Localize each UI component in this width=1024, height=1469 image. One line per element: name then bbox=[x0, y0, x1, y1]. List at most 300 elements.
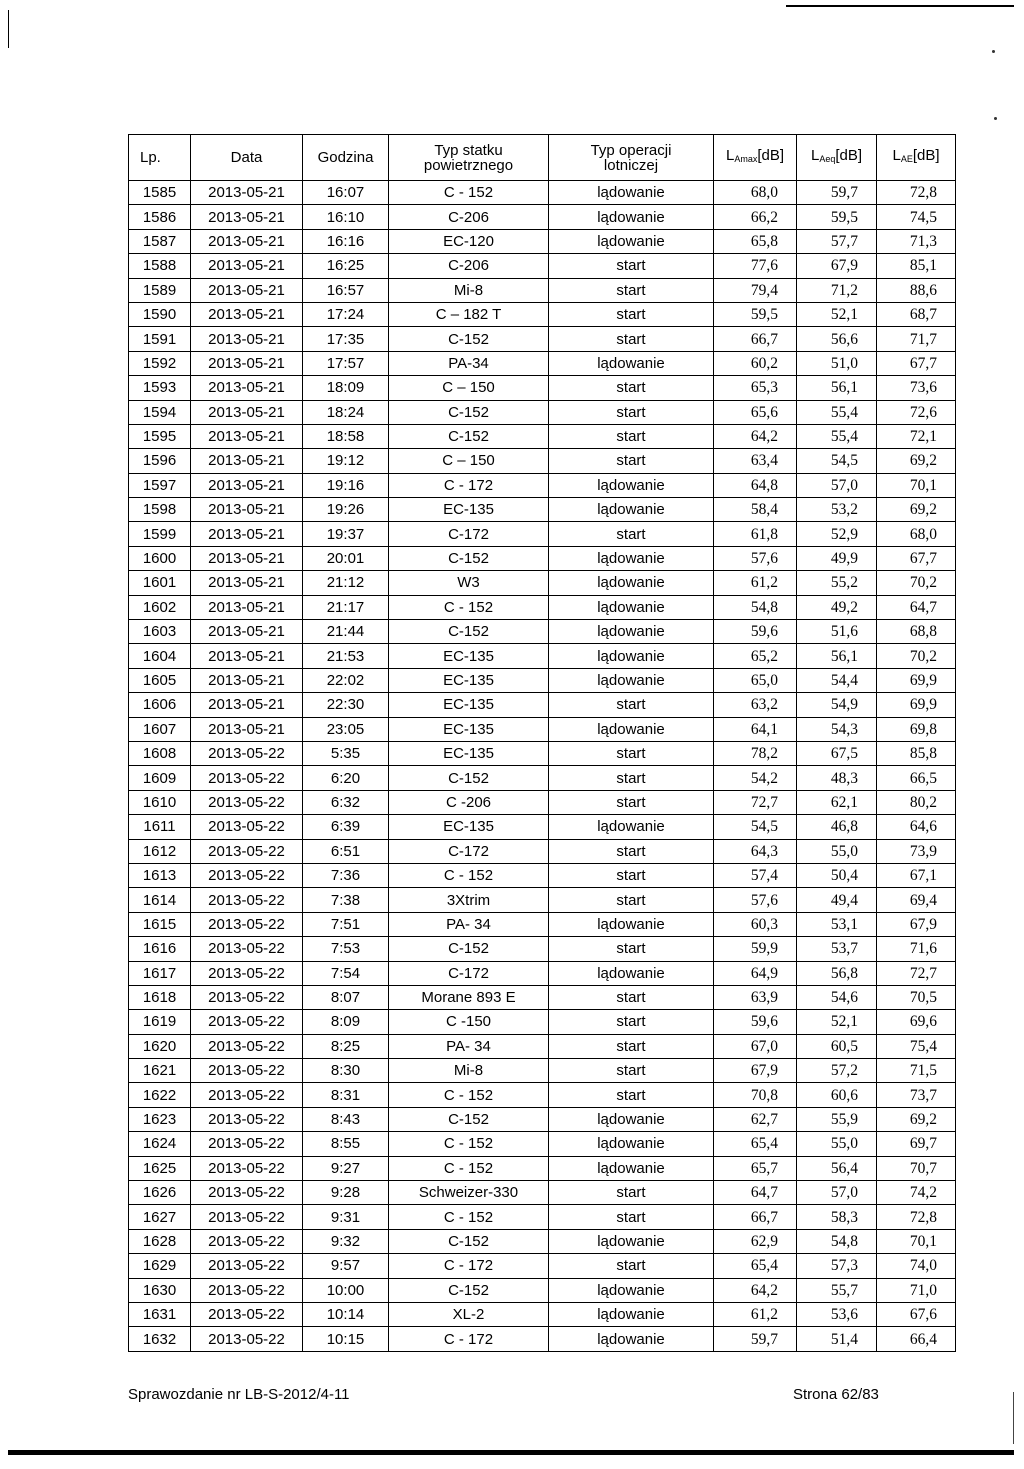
cell-data: 2013-05-22 bbox=[191, 1083, 303, 1107]
cell-godzina: 8:25 bbox=[303, 1034, 389, 1058]
cell-lp: 1616 bbox=[129, 937, 191, 961]
cell-lae: 72,8 bbox=[877, 1205, 956, 1229]
table-row bbox=[129, 644, 956, 668]
cell-data: 2013-05-22 bbox=[191, 839, 303, 863]
header-typ-operacji-line1: Typ operacji bbox=[590, 141, 672, 159]
cell-typ-statku: Morane 893 E bbox=[389, 985, 549, 1009]
cell-lp: 1631 bbox=[129, 1302, 191, 1326]
table-row bbox=[129, 1278, 956, 1302]
footer-page-number: Strona 62/83 bbox=[793, 1386, 879, 1403]
cell-lamax: 77,6 bbox=[714, 254, 797, 278]
cell-typ-statku: C-152 bbox=[389, 937, 549, 961]
table-row bbox=[129, 1205, 956, 1229]
cell-godzina: 16:10 bbox=[303, 205, 389, 229]
cell-typ-operacji: lądowanie bbox=[549, 571, 714, 595]
header-typ-statku bbox=[389, 135, 549, 181]
cell-data: 2013-05-21 bbox=[191, 449, 303, 473]
header-lamax-unit: [dB] bbox=[757, 147, 785, 164]
cell-typ-operacji: start bbox=[549, 741, 714, 765]
cell-godzina: 17:35 bbox=[303, 327, 389, 351]
cell-laeq: 55,4 bbox=[797, 424, 877, 448]
header-data: Data bbox=[191, 135, 303, 181]
cell-lae: 69,7 bbox=[877, 1132, 956, 1156]
cell-lp: 1625 bbox=[129, 1156, 191, 1180]
cell-lp: 1621 bbox=[129, 1059, 191, 1083]
cell-typ-statku: C -150 bbox=[389, 1010, 549, 1034]
cell-lp: 1591 bbox=[129, 327, 191, 351]
cell-lamax: 65,4 bbox=[714, 1254, 797, 1278]
cell-laeq: 60,6 bbox=[797, 1083, 877, 1107]
table-row bbox=[129, 815, 956, 839]
cell-godzina: 18:09 bbox=[303, 376, 389, 400]
cell-lae: 71,5 bbox=[877, 1059, 956, 1083]
cell-typ-operacji: lądowanie bbox=[549, 1156, 714, 1180]
cell-data: 2013-05-21 bbox=[191, 424, 303, 448]
table-row bbox=[129, 546, 956, 570]
cell-data: 2013-05-21 bbox=[191, 546, 303, 570]
cell-godzina: 16:25 bbox=[303, 254, 389, 278]
cell-laeq: 58,3 bbox=[797, 1205, 877, 1229]
cell-godzina: 6:20 bbox=[303, 766, 389, 790]
cell-typ-statku: EC-135 bbox=[389, 717, 549, 741]
cell-typ-operacji: start bbox=[549, 449, 714, 473]
table-row bbox=[129, 254, 956, 278]
cell-godzina: 19:12 bbox=[303, 449, 389, 473]
header-lp: Lp. bbox=[129, 135, 191, 181]
cell-godzina: 10:14 bbox=[303, 1302, 389, 1326]
cell-godzina: 7:53 bbox=[303, 937, 389, 961]
cell-data: 2013-05-21 bbox=[191, 473, 303, 497]
cell-lamax: 57,6 bbox=[714, 546, 797, 570]
cell-lp: 1587 bbox=[129, 229, 191, 253]
table-row bbox=[129, 1229, 956, 1253]
cell-typ-statku: EC-135 bbox=[389, 498, 549, 522]
cell-laeq: 54,5 bbox=[797, 449, 877, 473]
cell-laeq: 59,5 bbox=[797, 205, 877, 229]
cell-lae: 71,0 bbox=[877, 1278, 956, 1302]
cell-data: 2013-05-22 bbox=[191, 766, 303, 790]
cell-lamax: 65,6 bbox=[714, 400, 797, 424]
cell-typ-operacji: lądowanie bbox=[549, 351, 714, 375]
table-row bbox=[129, 571, 956, 595]
cell-lamax: 70,8 bbox=[714, 1083, 797, 1107]
cell-godzina: 6:39 bbox=[303, 815, 389, 839]
cell-lae: 70,1 bbox=[877, 473, 956, 497]
cell-lamax: 62,7 bbox=[714, 1107, 797, 1131]
cell-lae: 70,1 bbox=[877, 1229, 956, 1253]
cell-typ-statku: EC-135 bbox=[389, 741, 549, 765]
cell-typ-statku: PA- 34 bbox=[389, 1034, 549, 1058]
cell-godzina: 7:38 bbox=[303, 888, 389, 912]
table-row bbox=[129, 1059, 956, 1083]
table-row bbox=[129, 693, 956, 717]
cell-lae: 72,6 bbox=[877, 400, 956, 424]
cell-lp: 1590 bbox=[129, 302, 191, 326]
cell-typ-statku: C – 150 bbox=[389, 449, 549, 473]
cell-data: 2013-05-21 bbox=[191, 376, 303, 400]
cell-lp: 1623 bbox=[129, 1107, 191, 1131]
cell-typ-operacji: lądowanie bbox=[549, 1132, 714, 1156]
cell-typ-operacji: lądowanie bbox=[549, 815, 714, 839]
cell-lae: 71,6 bbox=[877, 937, 956, 961]
cell-typ-statku: C-152 bbox=[389, 424, 549, 448]
cell-data: 2013-05-22 bbox=[191, 1205, 303, 1229]
cell-typ-operacji: lądowanie bbox=[549, 912, 714, 936]
cell-godzina: 16:57 bbox=[303, 278, 389, 302]
cell-laeq: 54,9 bbox=[797, 693, 877, 717]
cell-lp: 1610 bbox=[129, 790, 191, 814]
scan-speck bbox=[992, 50, 995, 53]
header-lae bbox=[877, 135, 956, 181]
table-row bbox=[129, 863, 956, 887]
cell-lp: 1611 bbox=[129, 815, 191, 839]
cell-lp: 1607 bbox=[129, 717, 191, 741]
table-row bbox=[129, 1327, 956, 1351]
header-typ-operacji-line2: lotniczej bbox=[603, 156, 659, 174]
cell-laeq: 50,4 bbox=[797, 863, 877, 887]
cell-data: 2013-05-21 bbox=[191, 522, 303, 546]
cell-lp: 1597 bbox=[129, 473, 191, 497]
header-laeq-subscript: Aeq bbox=[819, 154, 836, 164]
cell-lamax: 67,0 bbox=[714, 1034, 797, 1058]
cell-typ-operacji: start bbox=[549, 376, 714, 400]
cell-data: 2013-05-21 bbox=[191, 571, 303, 595]
cell-lp: 1605 bbox=[129, 668, 191, 692]
cell-lae: 70,5 bbox=[877, 985, 956, 1009]
cell-godzina: 22:02 bbox=[303, 668, 389, 692]
table-row bbox=[129, 620, 956, 644]
cell-laeq: 53,2 bbox=[797, 498, 877, 522]
cell-lp: 1606 bbox=[129, 693, 191, 717]
cell-typ-statku: C - 152 bbox=[389, 181, 549, 205]
cell-typ-statku: C-206 bbox=[389, 205, 549, 229]
cell-lp: 1609 bbox=[129, 766, 191, 790]
cell-typ-statku: C - 152 bbox=[389, 1156, 549, 1180]
cell-data: 2013-05-21 bbox=[191, 327, 303, 351]
cell-data: 2013-05-21 bbox=[191, 693, 303, 717]
cell-godzina: 21:44 bbox=[303, 620, 389, 644]
cell-lamax: 59,6 bbox=[714, 620, 797, 644]
cell-typ-statku: C - 172 bbox=[389, 1327, 549, 1351]
cell-lamax: 66,7 bbox=[714, 327, 797, 351]
cell-lae: 73,7 bbox=[877, 1083, 956, 1107]
cell-lamax: 65,4 bbox=[714, 1132, 797, 1156]
top-scan-rule bbox=[786, 5, 1014, 7]
cell-godzina: 8:07 bbox=[303, 985, 389, 1009]
table-row bbox=[129, 351, 956, 375]
cell-lp: 1627 bbox=[129, 1205, 191, 1229]
cell-data: 2013-05-21 bbox=[191, 302, 303, 326]
cell-typ-operacji: start bbox=[549, 302, 714, 326]
cell-godzina: 8:55 bbox=[303, 1132, 389, 1156]
cell-lp: 1596 bbox=[129, 449, 191, 473]
table-row bbox=[129, 717, 956, 741]
cell-lae: 67,7 bbox=[877, 546, 956, 570]
header-lamax-subscript: Amax bbox=[734, 154, 758, 164]
cell-lae: 69,9 bbox=[877, 668, 956, 692]
cell-lae: 70,7 bbox=[877, 1156, 956, 1180]
cell-laeq: 56,6 bbox=[797, 327, 877, 351]
cell-godzina: 8:43 bbox=[303, 1107, 389, 1131]
cell-lamax: 68,0 bbox=[714, 181, 797, 205]
table-row bbox=[129, 1156, 956, 1180]
cell-lp: 1630 bbox=[129, 1278, 191, 1302]
cell-lae: 69,2 bbox=[877, 449, 956, 473]
cell-typ-operacji: start bbox=[549, 693, 714, 717]
cell-laeq: 55,4 bbox=[797, 400, 877, 424]
cell-typ-statku: C-152 bbox=[389, 766, 549, 790]
cell-typ-statku: Schweizer-330 bbox=[389, 1181, 549, 1205]
table-row bbox=[129, 1302, 956, 1326]
cell-lae: 73,6 bbox=[877, 376, 956, 400]
cell-lp: 1628 bbox=[129, 1229, 191, 1253]
cell-lae: 72,8 bbox=[877, 181, 956, 205]
cell-data: 2013-05-22 bbox=[191, 1034, 303, 1058]
cell-typ-statku: C-152 bbox=[389, 327, 549, 351]
cell-lp: 1615 bbox=[129, 912, 191, 936]
cell-laeq: 51,4 bbox=[797, 1327, 877, 1351]
table-row bbox=[129, 1181, 956, 1205]
cell-typ-operacji: start bbox=[549, 1254, 714, 1278]
cell-lae: 68,7 bbox=[877, 302, 956, 326]
cell-lamax: 61,2 bbox=[714, 571, 797, 595]
cell-godzina: 9:28 bbox=[303, 1181, 389, 1205]
cell-godzina: 10:15 bbox=[303, 1327, 389, 1351]
cell-typ-statku: Mi-8 bbox=[389, 278, 549, 302]
cell-lae: 80,2 bbox=[877, 790, 956, 814]
cell-laeq: 60,5 bbox=[797, 1034, 877, 1058]
cell-typ-statku: XL-2 bbox=[389, 1302, 549, 1326]
cell-laeq: 53,1 bbox=[797, 912, 877, 936]
cell-data: 2013-05-21 bbox=[191, 229, 303, 253]
cell-typ-statku: C-152 bbox=[389, 400, 549, 424]
cell-lamax: 64,9 bbox=[714, 961, 797, 985]
cell-typ-operacji: start bbox=[549, 1205, 714, 1229]
cell-data: 2013-05-22 bbox=[191, 1327, 303, 1351]
cell-godzina: 19:37 bbox=[303, 522, 389, 546]
table-row bbox=[129, 498, 956, 522]
table-row bbox=[129, 985, 956, 1009]
cell-typ-operacji: start bbox=[549, 1034, 714, 1058]
cell-godzina: 23:05 bbox=[303, 717, 389, 741]
cell-lamax: 67,9 bbox=[714, 1059, 797, 1083]
cell-lamax: 64,3 bbox=[714, 839, 797, 863]
table-row bbox=[129, 181, 956, 205]
cell-laeq: 57,2 bbox=[797, 1059, 877, 1083]
table-row bbox=[129, 205, 956, 229]
table-body bbox=[129, 181, 956, 1352]
cell-lae: 67,9 bbox=[877, 912, 956, 936]
cell-typ-operacji: lądowanie bbox=[549, 229, 714, 253]
cell-typ-operacji: lądowanie bbox=[549, 1278, 714, 1302]
cell-godzina: 19:26 bbox=[303, 498, 389, 522]
cell-laeq: 53,7 bbox=[797, 937, 877, 961]
cell-laeq: 53,6 bbox=[797, 1302, 877, 1326]
header-typ-statku-line2: powietrznego bbox=[423, 156, 514, 174]
cell-data: 2013-05-22 bbox=[191, 1278, 303, 1302]
table-row bbox=[129, 1083, 956, 1107]
cell-lamax: 66,2 bbox=[714, 205, 797, 229]
cell-data: 2013-05-21 bbox=[191, 278, 303, 302]
header-lae-subscript: AE bbox=[900, 154, 913, 164]
cell-godzina: 20:01 bbox=[303, 546, 389, 570]
cell-godzina: 6:32 bbox=[303, 790, 389, 814]
table-row bbox=[129, 839, 956, 863]
cell-lamax: 60,3 bbox=[714, 912, 797, 936]
cell-typ-operacji: start bbox=[549, 766, 714, 790]
footer-report-number: Sprawozdanie nr LB-S-2012/4-11 bbox=[128, 1386, 350, 1403]
cell-lae: 72,1 bbox=[877, 424, 956, 448]
cell-lamax: 65,8 bbox=[714, 229, 797, 253]
cell-lae: 85,8 bbox=[877, 741, 956, 765]
cell-lamax: 59,5 bbox=[714, 302, 797, 326]
table-header-row bbox=[129, 135, 956, 181]
cell-laeq: 56,8 bbox=[797, 961, 877, 985]
cell-lamax: 54,5 bbox=[714, 815, 797, 839]
cell-lp: 1618 bbox=[129, 985, 191, 1009]
cell-godzina: 7:51 bbox=[303, 912, 389, 936]
cell-typ-statku: C-152 bbox=[389, 620, 549, 644]
cell-typ-operacji: lądowanie bbox=[549, 1302, 714, 1326]
cell-data: 2013-05-21 bbox=[191, 205, 303, 229]
cell-laeq: 56,4 bbox=[797, 1156, 877, 1180]
table-row bbox=[129, 1034, 956, 1058]
cell-godzina: 22:30 bbox=[303, 693, 389, 717]
cell-typ-statku: C-152 bbox=[389, 546, 549, 570]
cell-data: 2013-05-21 bbox=[191, 400, 303, 424]
cell-lamax: 72,7 bbox=[714, 790, 797, 814]
table-row bbox=[129, 766, 956, 790]
cell-laeq: 51,0 bbox=[797, 351, 877, 375]
table-row bbox=[129, 424, 956, 448]
cell-typ-statku: Mi-8 bbox=[389, 1059, 549, 1083]
cell-lamax: 65,7 bbox=[714, 1156, 797, 1180]
cell-lae: 70,2 bbox=[877, 571, 956, 595]
cell-data: 2013-05-22 bbox=[191, 1302, 303, 1326]
cell-lp: 1601 bbox=[129, 571, 191, 595]
header-typ-operacji bbox=[549, 135, 714, 181]
cell-lamax: 61,2 bbox=[714, 1302, 797, 1326]
cell-typ-operacji: start bbox=[549, 1181, 714, 1205]
cell-typ-statku: C - 152 bbox=[389, 1132, 549, 1156]
cell-laeq: 59,7 bbox=[797, 181, 877, 205]
cell-laeq: 54,4 bbox=[797, 668, 877, 692]
cell-data: 2013-05-21 bbox=[191, 717, 303, 741]
cell-godzina: 21:12 bbox=[303, 571, 389, 595]
cell-data: 2013-05-22 bbox=[191, 741, 303, 765]
header-lae-symbol: L bbox=[892, 147, 901, 164]
cell-laeq: 55,0 bbox=[797, 839, 877, 863]
cell-laeq: 48,3 bbox=[797, 766, 877, 790]
cell-godzina: 16:16 bbox=[303, 229, 389, 253]
table-row bbox=[129, 302, 956, 326]
cell-godzina: 5:35 bbox=[303, 741, 389, 765]
cell-typ-statku: C - 152 bbox=[389, 1205, 549, 1229]
cell-typ-statku: C-172 bbox=[389, 522, 549, 546]
cell-typ-operacji: start bbox=[549, 1083, 714, 1107]
cell-lamax: 78,2 bbox=[714, 741, 797, 765]
cell-lp: 1598 bbox=[129, 498, 191, 522]
cell-godzina: 9:27 bbox=[303, 1156, 389, 1180]
table-row bbox=[129, 790, 956, 814]
cell-lae: 67,6 bbox=[877, 1302, 956, 1326]
cell-typ-operacji: lądowanie bbox=[549, 595, 714, 619]
cell-lamax: 57,6 bbox=[714, 888, 797, 912]
cell-typ-operacji: start bbox=[549, 400, 714, 424]
table-row bbox=[129, 912, 956, 936]
cell-lamax: 65,2 bbox=[714, 644, 797, 668]
cell-godzina: 17:57 bbox=[303, 351, 389, 375]
cell-laeq: 55,7 bbox=[797, 1278, 877, 1302]
cell-data: 2013-05-22 bbox=[191, 1181, 303, 1205]
cell-data: 2013-05-22 bbox=[191, 863, 303, 887]
header-laeq-symbol: L bbox=[810, 147, 820, 164]
table-row bbox=[129, 522, 956, 546]
header-lae-unit: [dB] bbox=[912, 147, 940, 164]
cell-laeq: 57,0 bbox=[797, 1181, 877, 1205]
cell-typ-statku: C-152 bbox=[389, 1107, 549, 1131]
cell-lae: 71,7 bbox=[877, 327, 956, 351]
cell-typ-operacji: lądowanie bbox=[549, 473, 714, 497]
cell-lamax: 65,0 bbox=[714, 668, 797, 692]
table-row bbox=[129, 595, 956, 619]
cell-lp: 1612 bbox=[129, 839, 191, 863]
cell-laeq: 55,2 bbox=[797, 571, 877, 595]
cell-godzina: 21:53 bbox=[303, 644, 389, 668]
cell-lae: 75,4 bbox=[877, 1034, 956, 1058]
cell-typ-operacji: lądowanie bbox=[549, 717, 714, 741]
cell-typ-statku: C - 172 bbox=[389, 1254, 549, 1278]
cell-typ-statku: W3 bbox=[389, 571, 549, 595]
flight-noise-table bbox=[128, 134, 956, 1352]
cell-lamax: 64,8 bbox=[714, 473, 797, 497]
cell-lp: 1614 bbox=[129, 888, 191, 912]
cell-lae: 74,5 bbox=[877, 205, 956, 229]
cell-lp: 1604 bbox=[129, 644, 191, 668]
cell-typ-operacji: lądowanie bbox=[549, 498, 714, 522]
cell-godzina: 8:30 bbox=[303, 1059, 389, 1083]
cell-lp: 1608 bbox=[129, 741, 191, 765]
cell-lae: 69,9 bbox=[877, 693, 956, 717]
cell-typ-operacji: lądowanie bbox=[549, 961, 714, 985]
cell-data: 2013-05-22 bbox=[191, 937, 303, 961]
header-laeq-unit: [dB] bbox=[835, 147, 863, 164]
cell-godzina: 7:54 bbox=[303, 961, 389, 985]
cell-lp: 1603 bbox=[129, 620, 191, 644]
cell-lae: 69,2 bbox=[877, 498, 956, 522]
cell-lp: 1586 bbox=[129, 205, 191, 229]
cell-typ-statku: EC-135 bbox=[389, 693, 549, 717]
cell-laeq: 56,1 bbox=[797, 644, 877, 668]
cell-godzina: 9:31 bbox=[303, 1205, 389, 1229]
cell-lamax: 64,1 bbox=[714, 717, 797, 741]
cell-godzina: 10:00 bbox=[303, 1278, 389, 1302]
bottom-scan-rule bbox=[8, 1450, 1014, 1455]
cell-laeq: 55,0 bbox=[797, 1132, 877, 1156]
cell-typ-operacji: lądowanie bbox=[549, 1327, 714, 1351]
table-row bbox=[129, 229, 956, 253]
cell-lae: 70,2 bbox=[877, 644, 956, 668]
cell-lp: 1588 bbox=[129, 254, 191, 278]
cell-lamax: 62,9 bbox=[714, 1229, 797, 1253]
cell-godzina: 7:36 bbox=[303, 863, 389, 887]
cell-typ-statku: C - 152 bbox=[389, 595, 549, 619]
cell-lamax: 54,2 bbox=[714, 766, 797, 790]
cell-lamax: 64,2 bbox=[714, 424, 797, 448]
cell-typ-statku: C -206 bbox=[389, 790, 549, 814]
cell-data: 2013-05-21 bbox=[191, 351, 303, 375]
cell-typ-statku: C-152 bbox=[389, 1229, 549, 1253]
